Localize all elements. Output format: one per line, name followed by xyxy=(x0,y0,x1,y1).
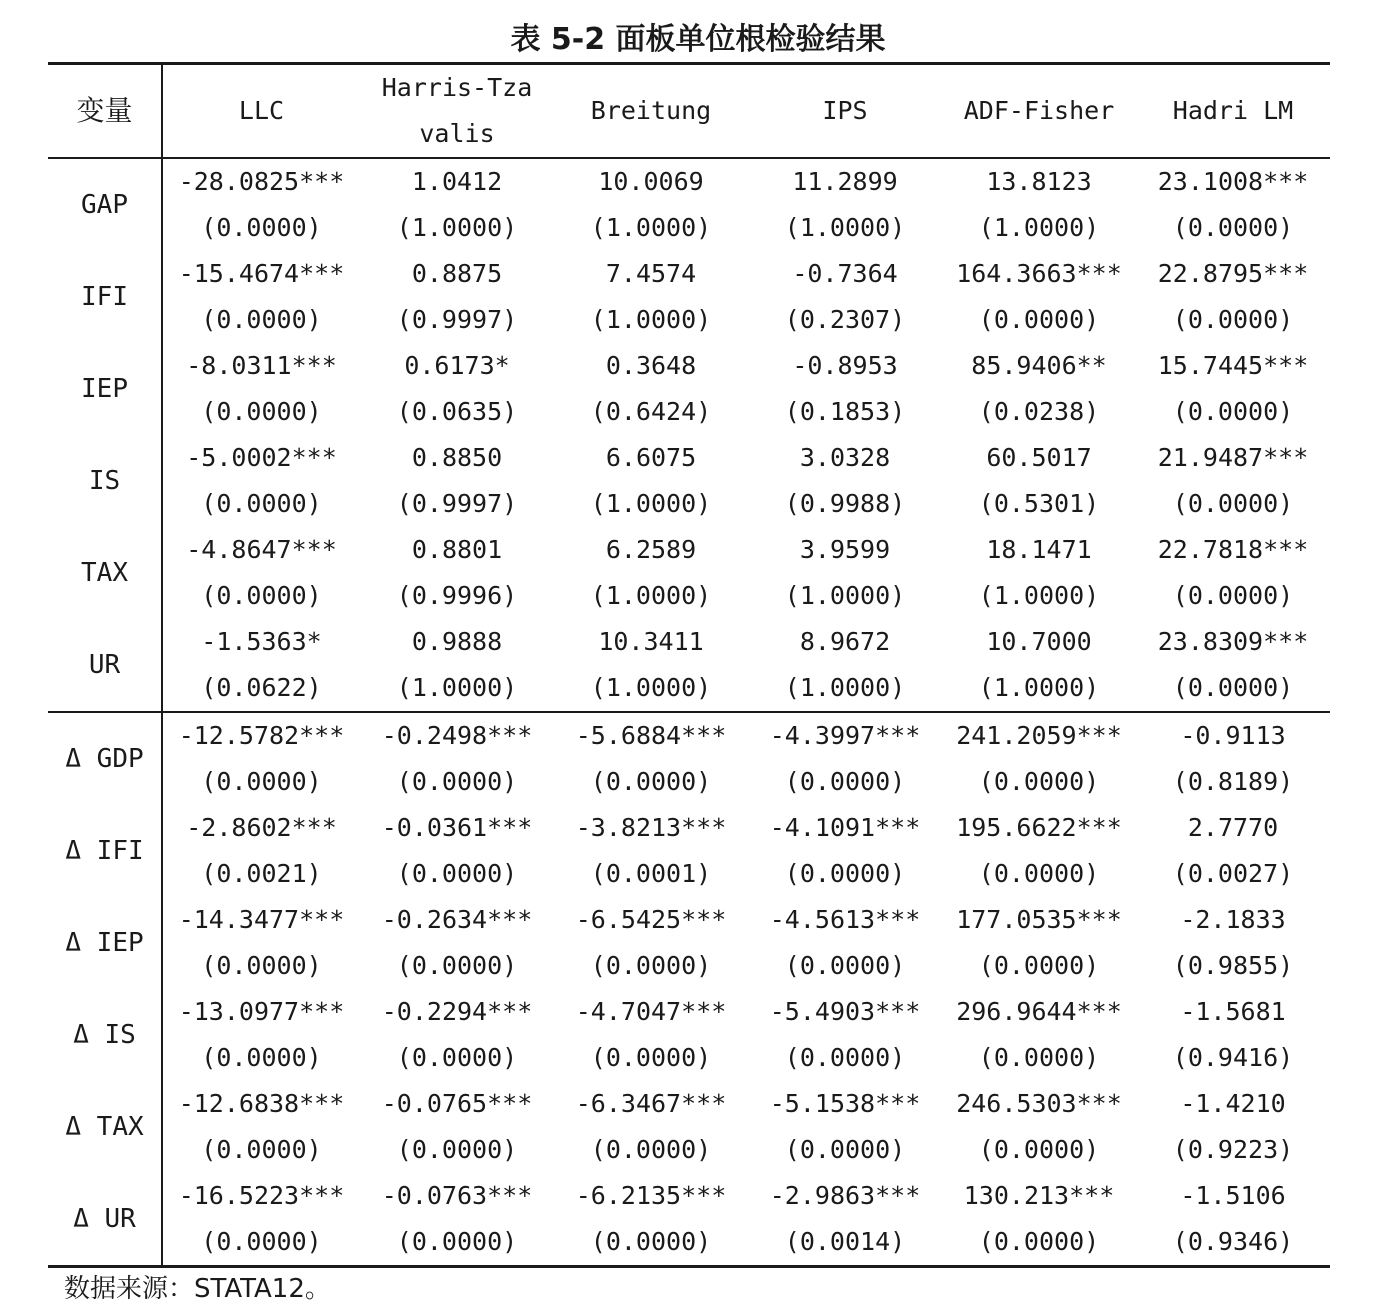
p-value-cell: (0.0000) xyxy=(1172,581,1294,610)
column-header-adf-fisher: ADF-Fisher xyxy=(942,64,1136,159)
statistic-cell: 11.2899 xyxy=(792,167,898,196)
statistic-cell: 0.3648 xyxy=(605,351,697,380)
p-value-cell: (0.0238) xyxy=(978,397,1100,426)
p-value-cell: (0.0027) xyxy=(1172,859,1294,888)
statistic-cell: -6.2135*** xyxy=(575,1181,727,1210)
table-row xyxy=(48,1081,1330,1127)
statistic-cell: -0.8953 xyxy=(792,351,898,380)
table-row xyxy=(48,712,1330,759)
variable-name: TAX xyxy=(48,527,162,619)
p-value-cell: (0.9223) xyxy=(1172,1135,1294,1164)
table-row xyxy=(48,158,1330,205)
column-header-hadri-lm: Hadri LM xyxy=(1136,64,1330,159)
statistic-cell: 246.5303*** xyxy=(956,1089,1122,1118)
column-header-ips: IPS xyxy=(748,64,942,159)
table-row xyxy=(48,805,1330,851)
table-row-pvalues xyxy=(48,481,1330,527)
table-row-pvalues xyxy=(48,297,1330,343)
statistic-cell: -4.5613*** xyxy=(769,905,921,934)
table-row-pvalues xyxy=(48,1035,1330,1081)
statistic-cell: 3.9599 xyxy=(799,535,891,564)
p-value-cell: (0.0000) xyxy=(360,1219,554,1267)
p-value-cell: (0.0000) xyxy=(784,951,906,980)
p-value-cell: (0.9988) xyxy=(784,489,906,518)
statistic-cell: -4.7047*** xyxy=(575,997,727,1026)
statistic-cell: 0.8801 xyxy=(411,535,503,564)
p-value-cell: (0.0000) xyxy=(590,1135,712,1164)
statistic-cell: 0.8875 xyxy=(411,259,503,288)
p-value-cell: (0.0000) xyxy=(1172,397,1294,426)
statistic-cell: -15.4674*** xyxy=(178,259,345,288)
statistic-cell: 60.5017 xyxy=(986,443,1092,472)
table-row-pvalues xyxy=(48,759,1330,805)
statistic-cell: -5.4903*** xyxy=(769,997,921,1026)
statistic-cell: 6.2589 xyxy=(605,535,697,564)
p-value-cell: (0.0000) xyxy=(784,767,906,796)
statistic-cell: -2.1833 xyxy=(1180,905,1286,934)
p-value-cell: (0.0000) xyxy=(978,767,1100,796)
p-value-cell: (0.0000) xyxy=(784,859,906,888)
variable-name: Δ UR xyxy=(48,1173,162,1267)
p-value-cell: (0.0000) xyxy=(978,859,1100,888)
p-value-cell: (0.9416) xyxy=(1172,1043,1294,1072)
statistic-cell: 195.6622*** xyxy=(956,813,1122,842)
statistic-cell: 2.7770 xyxy=(1187,813,1279,842)
variable-name: Δ TAX xyxy=(48,1081,162,1173)
statistic-cell: 15.7445*** xyxy=(1157,351,1309,380)
p-value-cell: (0.0000) xyxy=(201,951,322,980)
p-value-cell: (0.0000) xyxy=(978,951,1100,980)
p-value-cell: (0.0000) xyxy=(201,213,322,242)
p-value-cell: (0.0014) xyxy=(748,1219,942,1267)
p-value-cell: (0.0000) xyxy=(784,1043,906,1072)
p-value-cell: (0.0000) xyxy=(1172,673,1294,702)
table-row xyxy=(48,343,1330,389)
p-value-cell: (0.0000) xyxy=(1172,305,1294,334)
p-value-cell: (0.0000) xyxy=(396,1135,518,1164)
variable-name: Δ IFI xyxy=(48,805,162,897)
table-row xyxy=(48,897,1330,943)
statistic-cell: -0.9113 xyxy=(1136,712,1330,759)
p-value-cell: (0.0021) xyxy=(201,859,322,888)
statistic-cell: 0.9888 xyxy=(411,627,503,656)
statistic-cell: -0.0361*** xyxy=(381,813,533,842)
statistic-cell: -0.7364 xyxy=(792,259,898,288)
statistic-cell: 7.4574 xyxy=(605,259,697,288)
p-value-cell: (0.0000) xyxy=(590,767,712,796)
p-value-cell: (0.2307) xyxy=(784,305,906,334)
statistic-cell: -4.3997*** xyxy=(748,712,942,759)
statistic-cell: -14.3477*** xyxy=(178,905,345,934)
statistic-cell: 22.8795*** xyxy=(1157,259,1309,288)
p-value-cell: (1.0000) xyxy=(590,581,712,610)
statistic-cell: -0.0763*** xyxy=(381,1181,533,1210)
statistic-cell: -8.0311*** xyxy=(186,351,337,380)
statistic-cell: 23.8309*** xyxy=(1157,627,1309,656)
statistic-cell: 130.213*** xyxy=(963,1181,1115,1210)
statistic-cell: -1.5106 xyxy=(1180,1181,1286,1210)
p-value-cell: (1.0000) xyxy=(590,489,712,518)
p-value-cell: (1.0000) xyxy=(784,673,906,702)
statistic-cell: 10.7000 xyxy=(986,627,1092,656)
p-value-cell: (0.0622) xyxy=(201,673,322,702)
p-value-cell: (0.0000) xyxy=(201,1043,322,1072)
statistic-cell: -3.8213*** xyxy=(575,813,727,842)
table-row xyxy=(48,435,1330,481)
statistic-cell: 22.7818*** xyxy=(1157,535,1309,564)
table-row-pvalues xyxy=(48,1219,1330,1267)
statistic-cell: -12.5782*** xyxy=(162,712,360,759)
statistic-cell: -1.4210 xyxy=(1180,1089,1286,1118)
p-value-cell: (0.0000) xyxy=(1172,213,1294,242)
p-value-cell: (0.0000) xyxy=(201,489,322,518)
column-header-harris-tzavalis xyxy=(360,64,554,159)
statistic-cell: -5.6884*** xyxy=(554,712,748,759)
p-value-cell: (0.1853) xyxy=(784,397,906,426)
statistic-cell: -2.8602*** xyxy=(186,813,337,842)
p-value-cell: (0.0000) xyxy=(1172,489,1294,518)
statistic-cell: -5.0002*** xyxy=(186,443,337,472)
p-value-cell: (0.0635) xyxy=(396,397,518,426)
variable-name: UR xyxy=(48,619,162,712)
statistic-cell: 1.0412 xyxy=(411,167,503,196)
table-row-pvalues xyxy=(48,1127,1330,1173)
variable-name: IFI xyxy=(48,251,162,343)
table-row xyxy=(48,1173,1330,1219)
statistic-cell: -13.0977*** xyxy=(178,997,345,1026)
p-value-cell: (0.0000) xyxy=(396,1043,518,1072)
p-value-cell: (0.5301) xyxy=(978,489,1100,518)
statistic-cell: -2.9863*** xyxy=(769,1181,921,1210)
p-value-cell: (1.0000) xyxy=(396,673,518,702)
statistic-cell: -6.3467*** xyxy=(575,1089,727,1118)
statistic-cell: -12.6838*** xyxy=(178,1089,345,1118)
statistic-cell: -28.0825*** xyxy=(178,167,345,196)
statistic-cell: -1.5681 xyxy=(1180,997,1286,1026)
p-value-cell: (0.0000) xyxy=(942,1219,1136,1267)
p-value-cell: (0.0000) xyxy=(554,1219,748,1267)
statistic-cell: -16.5223*** xyxy=(178,1181,345,1210)
p-value-cell: (0.0000) xyxy=(201,397,322,426)
header-row xyxy=(48,64,1330,159)
p-value-cell: (0.0000) xyxy=(201,305,322,334)
table-row-pvalues xyxy=(48,573,1330,619)
variable-name: Δ GDP xyxy=(48,712,162,805)
unit-root-test-table xyxy=(48,62,1330,1268)
variable-name: IEP xyxy=(48,343,162,435)
p-value-cell: (0.0000) xyxy=(978,305,1100,334)
table-body xyxy=(48,158,1330,1267)
p-value-cell: (0.0000) xyxy=(978,1043,1100,1072)
table-row-pvalues xyxy=(48,389,1330,435)
table-row xyxy=(48,989,1330,1035)
p-value-cell: (1.0000) xyxy=(978,213,1100,242)
statistic-cell: 0.8850 xyxy=(411,443,503,472)
table-row-pvalues xyxy=(48,851,1330,897)
statistic-cell: -0.2634*** xyxy=(381,905,533,934)
p-value-cell: (0.0000) xyxy=(396,767,518,796)
statistic-cell: -1.5363* xyxy=(201,627,322,656)
variable-name: GAP xyxy=(48,158,162,251)
statistic-cell: 8.9672 xyxy=(799,627,891,656)
p-value-cell: (0.9997) xyxy=(396,489,518,518)
statistic-cell: -0.2498*** xyxy=(360,712,554,759)
p-value-cell: (0.9997) xyxy=(396,305,518,334)
p-value-cell: (1.0000) xyxy=(590,673,712,702)
statistic-cell: -6.5425*** xyxy=(575,905,727,934)
p-value-cell: (1.0000) xyxy=(590,305,712,334)
column-header-breitung: Breitung xyxy=(554,64,748,159)
statistic-cell: -0.2294*** xyxy=(381,997,533,1026)
p-value-cell: (0.0000) xyxy=(590,1043,712,1072)
p-value-cell: (0.8189) xyxy=(1172,767,1294,796)
statistic-cell: 241.2059*** xyxy=(942,712,1136,759)
table-caption: 表 5-2 面板单位根检验结果 xyxy=(510,22,886,57)
statistic-cell: 85.9406** xyxy=(971,351,1107,380)
p-value-cell: (1.0000) xyxy=(978,673,1100,702)
p-value-cell: (0.0000) xyxy=(396,859,518,888)
variable-name: Δ IEP xyxy=(48,897,162,989)
statistic-cell: -4.1091*** xyxy=(769,813,921,842)
variable-header: 变量 xyxy=(48,64,162,159)
p-value-cell: (0.0000) xyxy=(162,1219,360,1267)
statistic-cell: 164.3663*** xyxy=(956,259,1122,288)
p-value-cell: (0.0000) xyxy=(590,951,712,980)
statistic-cell: 296.9644*** xyxy=(956,997,1122,1026)
table-row-pvalues xyxy=(48,205,1330,251)
p-value-cell: (1.0000) xyxy=(396,213,518,242)
variable-name: Δ IS xyxy=(48,989,162,1081)
p-value-cell: (0.0000) xyxy=(201,1135,322,1164)
table-row xyxy=(48,619,1330,665)
column-header-llc: LLC xyxy=(162,64,360,159)
p-value-cell: (0.0000) xyxy=(201,581,322,610)
variable-name: IS xyxy=(48,435,162,527)
statistic-cell: 0.6173* xyxy=(404,351,510,380)
table-row xyxy=(48,251,1330,297)
p-value-cell: (0.0000) xyxy=(784,1135,906,1164)
statistic-cell: -0.0765*** xyxy=(381,1089,533,1118)
p-value-cell: (1.0000) xyxy=(978,581,1100,610)
statistic-cell: 177.0535*** xyxy=(956,905,1122,934)
p-value-cell: (0.9996) xyxy=(396,581,518,610)
statistic-cell: -4.8647*** xyxy=(186,535,337,564)
statistic-cell: 23.1008*** xyxy=(1157,167,1309,196)
p-value-cell: (0.0000) xyxy=(396,951,518,980)
p-value-cell: (0.9346) xyxy=(1136,1219,1330,1267)
statistic-cell: -5.1538*** xyxy=(769,1089,921,1118)
p-value-cell: (0.6424) xyxy=(590,397,712,426)
p-value-cell: (0.0000) xyxy=(201,767,322,796)
table-row-pvalues xyxy=(48,943,1330,989)
statistic-cell: 6.6075 xyxy=(605,443,697,472)
harris-tzavalis-label: Harris-Tza valis xyxy=(381,73,533,148)
p-value-cell: (1.0000) xyxy=(784,581,906,610)
statistic-cell: 21.9487*** xyxy=(1157,443,1309,472)
p-value-cell: (0.0000) xyxy=(978,1135,1100,1164)
statistic-cell: 18.1471 xyxy=(986,535,1092,564)
statistic-cell: 13.8123 xyxy=(986,167,1092,196)
table-row xyxy=(48,527,1330,573)
statistic-cell: 3.0328 xyxy=(799,443,891,472)
table-row-pvalues xyxy=(48,665,1330,712)
p-value-cell: (1.0000) xyxy=(784,213,906,242)
statistic-cell: 10.3411 xyxy=(598,627,704,656)
p-value-cell: (0.0001) xyxy=(590,859,712,888)
p-value-cell: (1.0000) xyxy=(590,213,712,242)
data-source-note: 数据来源：STATA12。 xyxy=(64,1274,331,1304)
p-value-cell: (0.9855) xyxy=(1172,951,1294,980)
statistic-cell: 10.0069 xyxy=(598,167,704,196)
